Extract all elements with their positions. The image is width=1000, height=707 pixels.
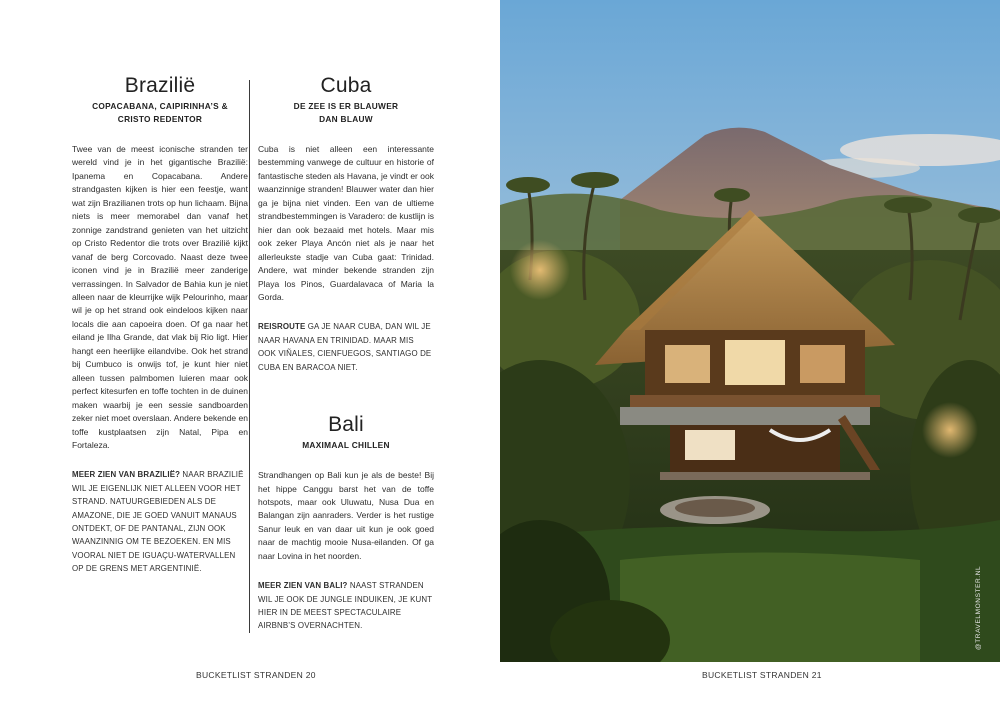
photo-credit: @TRAVELMONSTER.NL	[975, 565, 982, 650]
page-folio-left: BUCKETLIST STRANDEN 20	[196, 670, 316, 680]
brazil-subtitle-line2: CRISTO REDENTOR	[117, 114, 203, 124]
bali-more-text: NAAST STRANDEN WIL JE OOK DE JUNGLE INDUIKEN, JE KUNT HIER IN DE MEEST SPECTACULAIRE AIRBNB’S OVERNACHTEN.	[258, 581, 433, 631]
cuba-subtitle-line1: DE ZEE IS ER BLAUWER	[293, 101, 399, 111]
bali-treehouse-photo	[500, 0, 1000, 662]
bali-more-box	[258, 579, 434, 633]
bali-body-text: Strandhangen op Bali kun je als de beste! Bij het hippe Canggu barst het van de toffe hotspots, maar ook Uluwatu, Nusa Dua en Balangan zijn aanraders. Verder is het rustige Sanur leuk en van daar uit kun je ook goed naar de machtig mooie Nusa-eilanden. Of ga naar Lovina in het noorden.	[258, 470, 434, 561]
brazil-body-text: Twee van de meest iconische stranden ter wereld vind je in het gigantische Brazilië: Ipanema en Copacabana. Andere strandgasten kijken is hier een feestje, want wat zijn Brazilianen trots op hun lichaam. Bijna niets is meer memorabel dan vanaf het zonnige zandstrand genieten van het uitzicht op Cristo Redentor die trots over Brazilië kijkt vanaf de berg Corcovado. Naast deze twee iconen vind je in Brazilië meer zanderige verrassingen. In Salvador de Bahia kun je niet alleen naar de kleurrijke wijk Pelourinho, maar wil je op het strand ook eindeloos kijken naar locals die aan capoeira doen. Of ga naar het eiland je Ilha Grande, dat vlak bij Rio ligt. Hier hangt een heerlijke eilandvibe. Ook het strand bij Cumbuco is onwijs tof, je kunt hier niet alleen tussen palmbomen luieren maar ook perfect kitesurfen en toffe tochten in de duinen maken waarbij je een sessie sandboarden zeker niet moet overslaan. Andere bekende en toffe kustplaatsen zijn Natal, Pipa en Fortaleza.	[72, 144, 248, 450]
brazil-more-text: NAAR BRAZILIË WIL JE EIGENLIJK NIET ALLEEN VOOR HET STRAND. NATUURGEBIEDEN ALS DE AMAZONE, DIE JE GOED VANUIT MANAUS ONTDEKT, OF DE PANTANAL, ZIJN OOK WAANZINNIG OM TE BEZOEKEN. EN MIS VOORAL NIET DE IGUAÇU-WATERVALLEN OP DE GRENS MET ARGENTINIË.	[72, 470, 244, 574]
column-divider	[249, 80, 250, 633]
brazil-column	[72, 68, 248, 576]
brazil-subtitle	[72, 100, 248, 126]
cuba-route-box	[258, 320, 434, 374]
cuba-subtitle-line2: DAN BLAUW	[319, 114, 373, 124]
brazil-title: Brazilië	[124, 74, 196, 97]
brazil-subtitle-line1: COPACABANA, CAIPIRINHA’S &	[92, 101, 228, 111]
brazil-more-box	[72, 468, 248, 575]
cuba-subtitle	[258, 100, 434, 126]
cuba-route-text: GA JE NAAR CUBA, DAN WIL JE NAAR HAVANA EN TRINIDAD. MAAR MIS OOK VIÑALES, CIENFUEGOS, SANTIAGO DE CUBA EN BARACOA NIET.	[258, 322, 432, 372]
cuba-title: Cuba	[320, 74, 372, 97]
bali-subtitle: MAXIMAAL CHILLEN	[302, 440, 390, 451]
page-folio-right: BUCKETLIST STRANDEN 21	[702, 670, 822, 680]
cuba-bali-column	[258, 68, 434, 633]
bali-heading	[258, 413, 434, 452]
brazil-more-label: MEER ZIEN VAN BRAZILIË?	[72, 470, 181, 480]
bali-more-label: MEER ZIEN VAN BALI?	[258, 581, 348, 591]
cuba-body-text: Cuba is niet alleen een interessante bestemming vanwege de cultuur en historie of fantastische steden als Havana, je vindt er ook waanzinnige stranden! Blauwer water dan hier ga je bijna niet vinden. Een van de ultieme strandbestemmingen is Varadero: de kustlijn is hier dan ook bezaaid met hotels. Maar mis ook zeker Playa Ancón niet als je naar het allerleukste stadje van Cuba gaat: Trinidad. Andere, wat minder bekende stranden zijn Playa los Pinos, Guardalavaca of Maria la Gorda.	[258, 144, 434, 302]
cuba-route-label: REISROUTE	[258, 322, 306, 332]
bali-title: Bali	[328, 413, 364, 437]
